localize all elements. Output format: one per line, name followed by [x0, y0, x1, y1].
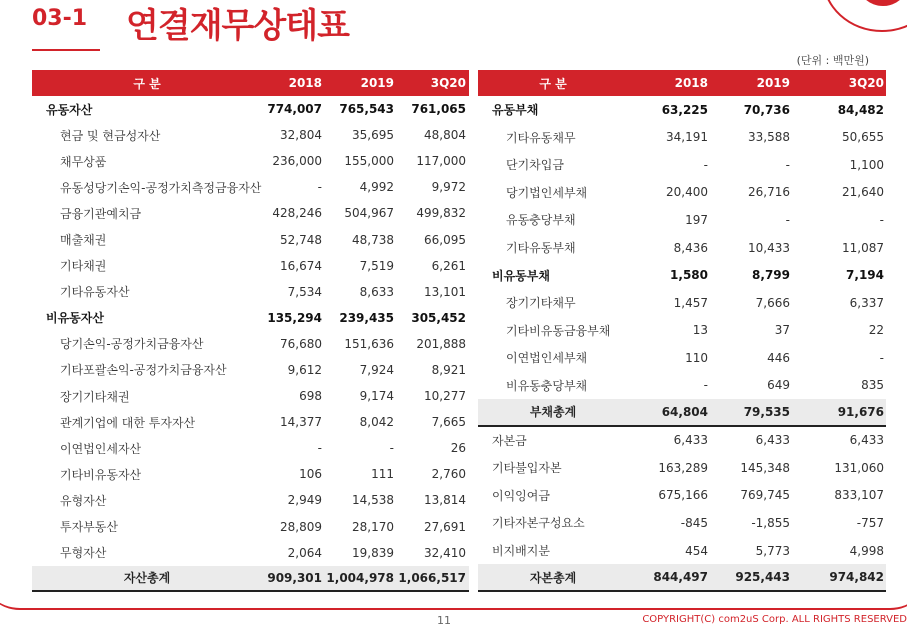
row-value: 26 [450, 441, 466, 456]
row-value: 774,007 [267, 102, 322, 117]
table-row [32, 461, 469, 487]
row-label: 투자부동산 [60, 520, 118, 535]
row-value: - [703, 157, 708, 172]
row-value: 63,225 [661, 102, 708, 117]
row-label: 유동부채 [492, 103, 539, 118]
row-value: 34,191 [666, 130, 708, 145]
row-label: 장기기타채무 [506, 296, 576, 311]
row-label: 장기기타채권 [60, 389, 130, 404]
row-value: 66,095 [424, 232, 466, 247]
row-value: -757 [856, 515, 884, 530]
row-value: 835 [861, 378, 884, 393]
row-value: 8,799 [752, 268, 790, 283]
table-row [478, 427, 886, 455]
row-label: 채무상품 [60, 154, 107, 169]
row-value: 22 [868, 323, 884, 338]
row-value: 833,107 [834, 488, 884, 503]
row-label: 금융기관예치금 [60, 206, 142, 221]
row-label: 자본총계 [529, 570, 577, 585]
row-value: 16,674 [280, 258, 322, 273]
table-row [478, 234, 886, 262]
row-value: -1,855 [751, 515, 790, 530]
row-value: - [389, 441, 394, 456]
row-value: 13 [692, 323, 708, 338]
row-value: 428,246 [272, 206, 322, 221]
row-value: 2,949 [287, 493, 322, 508]
row-value: 37 [774, 323, 790, 338]
row-value: 145,348 [740, 460, 790, 475]
row-value: - [879, 350, 884, 365]
row-value: 155,000 [344, 154, 394, 169]
corner-arc-decoration [822, 0, 907, 32]
row-value: 13,814 [424, 493, 466, 508]
row-value: 27,691 [424, 519, 466, 534]
page-title: 연결재무상태표 [126, 6, 349, 46]
row-value: 499,832 [416, 206, 466, 221]
table-row [478, 179, 886, 207]
table-row [32, 226, 469, 252]
header-category: 구 분 [539, 76, 567, 91]
table-row [478, 316, 886, 344]
liabilities-equity-table [478, 70, 886, 592]
row-value: 6,433 [849, 433, 884, 448]
table-row [32, 148, 469, 174]
row-label: 이익잉여금 [492, 488, 550, 503]
row-value: 236,000 [272, 154, 322, 169]
row-label: 기타포괄손익-공정가치금융자산 [60, 363, 227, 378]
table-row [478, 344, 886, 372]
row-value: 8,921 [431, 362, 466, 377]
row-value: 2,064 [287, 545, 322, 560]
row-value: 9,972 [431, 180, 466, 195]
row-label: 단기차입금 [506, 158, 564, 173]
table-row [478, 289, 886, 317]
table-row [478, 371, 886, 399]
row-value: - [703, 378, 708, 393]
row-value: 6,433 [755, 433, 790, 448]
table-row [478, 509, 886, 537]
header-year-3q20: 3Q20 [848, 76, 884, 90]
row-value: 1,457 [673, 295, 708, 310]
row-value: 504,967 [344, 206, 394, 221]
row-value: 28,170 [352, 519, 394, 534]
row-value: 8,042 [359, 415, 394, 430]
page-number: 11 [437, 614, 451, 626]
unit-note: (단위 : 백만원) [796, 54, 869, 67]
row-label: 비유동자산 [46, 311, 104, 326]
row-label: 이연법인세자산 [60, 441, 142, 456]
row-value: 4,998 [849, 543, 884, 558]
row-label: 유동충당부채 [506, 213, 576, 228]
row-label: 기타유동채무 [506, 130, 576, 145]
row-value: 6,433 [673, 433, 708, 448]
row-value: 117,000 [416, 154, 466, 169]
row-value: 11,087 [842, 240, 884, 255]
table-total-row [478, 399, 886, 427]
row-value: 14,538 [352, 493, 394, 508]
table-row [478, 151, 886, 179]
row-label: 기타채권 [60, 259, 107, 274]
row-value: 26,716 [748, 185, 790, 200]
row-label: 유동성당기손익-공정가치측정금융자산 [60, 180, 262, 195]
row-label: 비지배지분 [492, 544, 550, 559]
row-value: 909,301 [267, 570, 322, 585]
table-row [478, 482, 886, 510]
row-value: 4,992 [359, 180, 394, 195]
row-value: 76,680 [280, 336, 322, 351]
row-value: 110 [685, 350, 708, 365]
row-value: 151,636 [344, 336, 394, 351]
row-value: 1,004,978 [326, 570, 394, 585]
row-value: 454 [685, 543, 708, 558]
row-label: 자산총계 [123, 571, 171, 586]
row-label: 당기법인세부채 [506, 185, 588, 200]
row-label: 관계기업에 대한 투자자산 [60, 415, 196, 430]
row-value: 8,633 [359, 284, 394, 299]
row-value: 10,433 [748, 240, 790, 255]
row-value: -845 [680, 515, 708, 530]
row-label: 기타비유동금융부채 [506, 323, 611, 338]
row-value: 446 [767, 350, 790, 365]
row-value: 925,443 [735, 570, 790, 585]
row-value: 111 [371, 467, 394, 482]
row-value: - [317, 441, 322, 456]
row-value: 21,640 [842, 185, 884, 200]
row-label: 기타자본구성요소 [492, 516, 585, 531]
table-row [478, 96, 886, 124]
row-value: 7,665 [431, 415, 466, 430]
row-value: 19,839 [352, 545, 394, 560]
table-row [32, 487, 469, 513]
row-value: 7,534 [287, 284, 322, 299]
row-value: 135,294 [267, 310, 322, 325]
row-label: 유동자산 [46, 102, 93, 117]
row-value: - [785, 212, 790, 227]
row-value: 239,435 [339, 310, 394, 325]
row-value: 844,497 [653, 570, 708, 585]
row-label: 유형자산 [60, 493, 107, 508]
row-label: 이연법인세부채 [506, 351, 588, 366]
row-value: 48,804 [424, 128, 466, 143]
table-row [32, 122, 469, 148]
table-row [478, 124, 886, 152]
header-year-3q20: 3Q20 [430, 76, 466, 90]
row-value: 10,277 [424, 389, 466, 404]
row-label: 기타비유동자산 [60, 467, 142, 482]
section-number: 03-1 [32, 6, 88, 31]
header-year-2018: 2018 [288, 76, 322, 90]
row-value: 305,452 [411, 310, 466, 325]
row-value: 6,337 [849, 295, 884, 310]
row-value: 14,377 [280, 415, 322, 430]
row-value: 64,804 [661, 404, 708, 419]
row-label: 부채총계 [529, 405, 577, 420]
header-year-2018: 2018 [674, 76, 708, 90]
table-row [32, 435, 469, 461]
table-row [32, 331, 469, 357]
row-value: 197 [685, 212, 708, 227]
row-label: 자본금 [492, 433, 527, 448]
row-value: 20,400 [666, 185, 708, 200]
table-row [478, 454, 886, 482]
row-value: 6,261 [431, 258, 466, 273]
table-row [32, 253, 469, 279]
header-year-2019: 2019 [756, 76, 790, 90]
row-value: 91,676 [837, 404, 884, 419]
row-value: 79,535 [743, 404, 790, 419]
row-value: 1,066,517 [398, 570, 466, 585]
liabilities-table-header [478, 70, 886, 96]
row-label: 비유동부채 [492, 268, 550, 283]
row-label: 기타유동부채 [506, 241, 576, 255]
title-underline [32, 49, 100, 51]
row-value: 761,065 [411, 102, 466, 117]
row-value: 649 [767, 378, 790, 393]
table-row [32, 409, 469, 435]
row-value: - [317, 180, 322, 195]
assets-table-header [32, 70, 469, 96]
row-label: 기타불입자본 [492, 461, 562, 476]
row-value: 163,289 [658, 460, 708, 475]
row-value: 1,100 [849, 157, 884, 172]
row-label: 당기손익-공정가치금융자산 [60, 337, 204, 352]
table-row [32, 174, 469, 200]
row-value: - [785, 157, 790, 172]
row-value: 131,060 [834, 460, 884, 475]
row-value: 201,888 [416, 336, 466, 351]
table-row [32, 96, 469, 122]
row-label: 비유동충당부채 [506, 378, 588, 393]
row-value: 769,745 [740, 488, 790, 503]
row-value: 675,166 [658, 488, 708, 503]
row-label: 매출채권 [60, 233, 107, 248]
row-value: - [879, 212, 884, 227]
row-value: 70,736 [743, 102, 790, 117]
table-row [32, 279, 469, 305]
assets-table-body [32, 96, 469, 592]
footer-curve-decoration [0, 560, 907, 610]
row-value: 1,580 [670, 268, 708, 283]
row-value: 5,773 [755, 543, 790, 558]
row-value: 33,588 [748, 130, 790, 145]
row-value: 7,924 [359, 362, 394, 377]
copyright-notice: COPYRIGHT(C) com2uS Corp. ALL RIGHTS RESERVED [642, 614, 907, 625]
row-value: 48,738 [352, 232, 394, 247]
table-row [32, 514, 469, 540]
row-value: 32,410 [424, 545, 466, 560]
header-year-2019: 2019 [360, 76, 394, 90]
row-value: 698 [299, 389, 322, 404]
row-value: 28,809 [280, 519, 322, 534]
row-value: 974,842 [829, 570, 884, 585]
row-value: 35,695 [352, 128, 394, 143]
table-row [32, 200, 469, 226]
row-value: 13,101 [424, 284, 466, 299]
row-label: 기타유동자산 [60, 285, 130, 300]
row-value: 765,543 [339, 102, 394, 117]
table-row [32, 383, 469, 409]
assets-table [32, 70, 469, 592]
liabilities-table-body [478, 96, 886, 592]
row-value: 84,482 [837, 102, 884, 117]
row-value: 50,655 [842, 130, 884, 145]
table-row [32, 357, 469, 383]
row-value: 9,612 [287, 362, 322, 377]
row-value: 52,748 [280, 232, 322, 247]
row-value: 7,194 [846, 268, 884, 283]
row-label: 무형자산 [60, 546, 107, 561]
row-value: 106 [299, 467, 322, 482]
row-value: 7,666 [755, 295, 790, 310]
table-row [32, 305, 469, 331]
row-value: 7,519 [359, 258, 394, 273]
row-value: 9,174 [359, 389, 394, 404]
header-category: 구 분 [133, 76, 161, 91]
row-value: 2,760 [431, 467, 466, 482]
row-value: 8,436 [673, 240, 708, 255]
table-row [478, 261, 886, 289]
table-row [478, 206, 886, 234]
row-label: 현금 및 현금성자산 [60, 128, 161, 143]
row-value: 32,804 [280, 128, 322, 143]
